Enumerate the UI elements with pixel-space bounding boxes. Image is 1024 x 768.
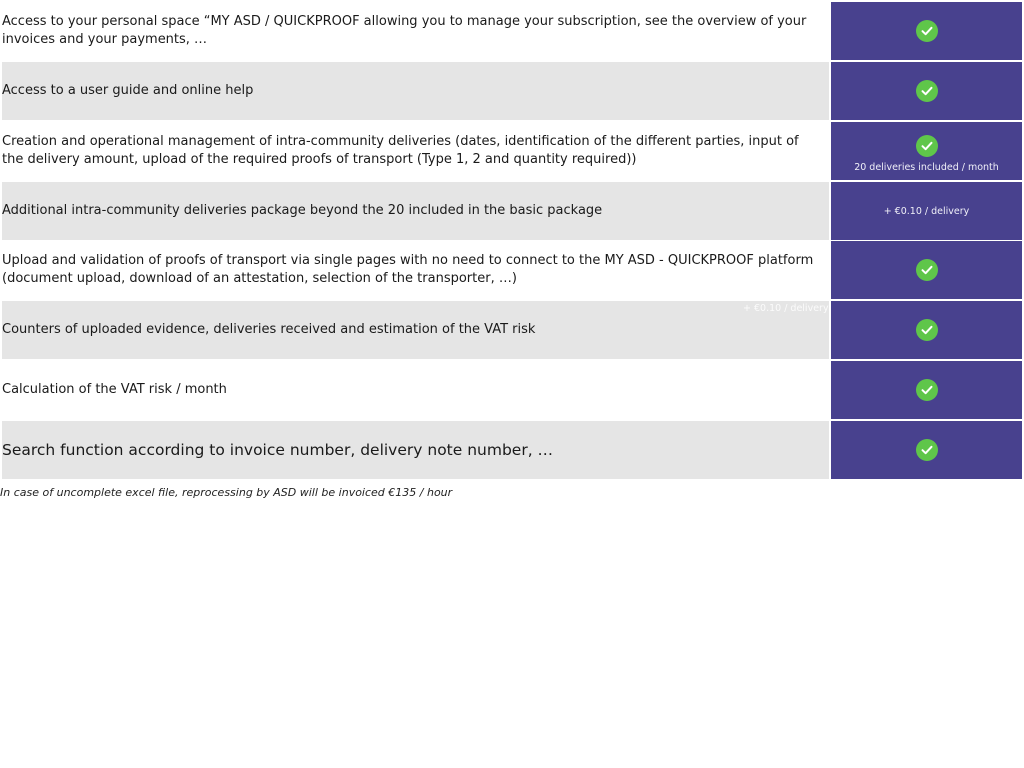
plan-cell bbox=[831, 421, 1022, 479]
plan-price-text: + €0.10 / delivery bbox=[883, 205, 970, 217]
check-circle-icon bbox=[916, 20, 938, 42]
table-row bbox=[0, 62, 1024, 120]
feature-label: Access to a user guide and online help bbox=[2, 62, 829, 120]
feature-label: Creation and operational management of intra-community deliveries (dates, identification of the different parties, input of the delivery amount, upload of the required proofs of transport (Type 1, 2 and quantity required)) bbox=[2, 134, 799, 167]
feature-label: Counters of uploaded evidence, deliveries received and estimation of the VAT risk bbox=[2, 301, 829, 359]
table-row bbox=[0, 421, 1024, 479]
ghost-price-note: + €0.10 / delivery bbox=[743, 303, 829, 314]
plan-cell bbox=[831, 301, 1022, 359]
plan-cell bbox=[831, 2, 1022, 60]
plan-note: 20 deliveries included / month bbox=[854, 162, 999, 173]
plan-cell bbox=[831, 62, 1022, 120]
plan-cell bbox=[831, 241, 1022, 299]
check-circle-icon bbox=[916, 80, 938, 102]
feature-label: Search function according to invoice number, delivery note number, … bbox=[2, 421, 829, 479]
footnote: In case of uncomplete excel file, reprocessing by ASD will be invoiced €135 / hour bbox=[0, 486, 453, 499]
table-row bbox=[0, 122, 1024, 180]
check-circle-icon bbox=[916, 319, 938, 341]
table-row bbox=[0, 361, 1024, 419]
table-row bbox=[0, 182, 1024, 240]
check-circle-icon bbox=[916, 379, 938, 401]
plan-cell bbox=[831, 182, 1022, 240]
table-row bbox=[0, 301, 1024, 359]
table-row bbox=[0, 241, 1024, 299]
plan-cell bbox=[831, 361, 1022, 419]
feature-label: Additional intra-community deliveries package beyond the 20 included in the basic package bbox=[2, 182, 829, 240]
feature-label: Calculation of the VAT risk / month bbox=[2, 382, 227, 397]
check-circle-icon bbox=[916, 135, 938, 157]
table-row bbox=[0, 2, 1024, 60]
feature-label: Access to your personal space “MY ASD / QUICKPROOF allowing you to manage your subscription, see the overview of your invoices and your payments, … bbox=[2, 14, 807, 47]
check-circle-icon bbox=[916, 439, 938, 461]
feature-label: Upload and validation of proofs of transport via single pages with no need to connect to the MY ASD - QUICKPROOF platform (document upload, download of an attestation, selection of the transporter, …) bbox=[2, 253, 814, 286]
check-circle-icon bbox=[916, 259, 938, 281]
plan-cell bbox=[831, 122, 1022, 180]
